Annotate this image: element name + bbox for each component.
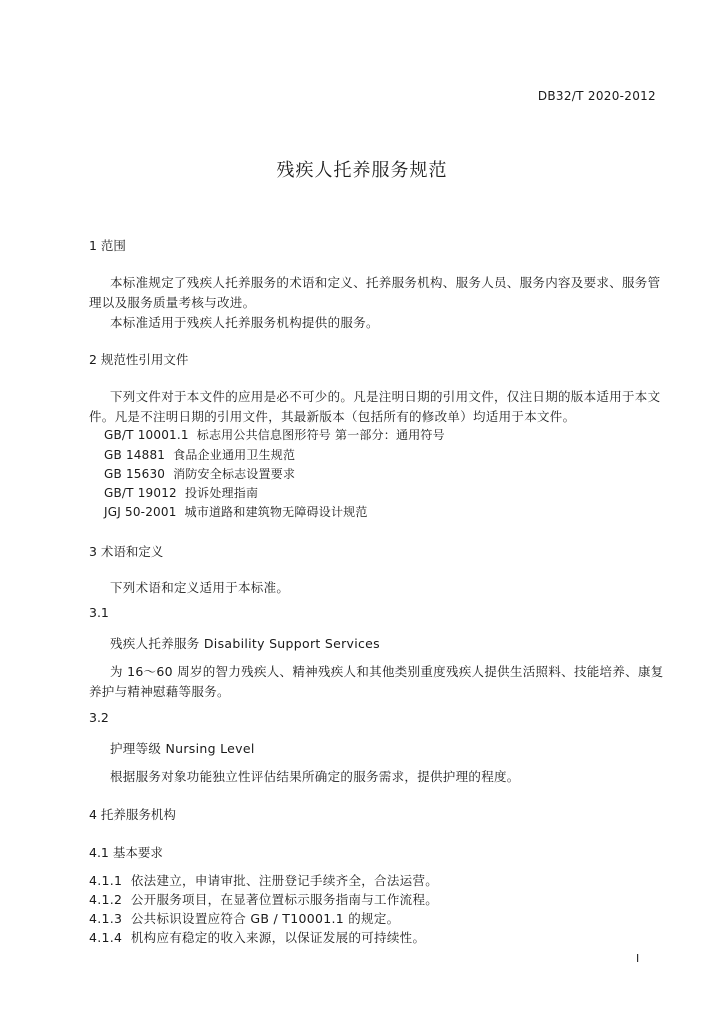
- reference-title: 投诉处理指南: [184, 486, 259, 500]
- section-2-paragraph-line2: 件。凡是不注明日期的引用文件，其最新版本（包括所有的修改单）均适用于本文件。: [89, 409, 576, 424]
- reference-title: 城市道路和建筑物无障碍设计规范: [184, 505, 368, 519]
- section-4-heading: 4 托养服务机构: [89, 807, 176, 822]
- reference-item: [104, 503, 368, 520]
- term-number: 3.1: [89, 605, 109, 620]
- term-title: 护理等级 Nursing Level: [110, 741, 255, 756]
- term-definition: 根据服务对象功能独立性评估结果所确定的服务需求，提供护理的程度。: [110, 769, 520, 784]
- clause-text: 公开服务项目，在显著位置标示服务指南与工作流程。: [130, 892, 439, 907]
- document-code: DB32/T 2020-2012: [537, 89, 656, 103]
- clause-item: [89, 890, 438, 908]
- reference-code: GB/T 19012: [104, 486, 177, 500]
- clause-text: 依法建立，申请审批、注册登记手续齐全，合法运营。: [130, 873, 439, 888]
- section-1-heading: 1 范围: [89, 238, 126, 253]
- clause-number: 4.1.4: [89, 930, 123, 945]
- reference-code: GB 15630: [104, 467, 166, 481]
- clause-item: [89, 909, 399, 927]
- reference-item: [104, 446, 295, 463]
- page-title: 残疾人托养服务规范: [276, 160, 448, 181]
- reference-title: 标志用公共信息图形符号 第一部分：通用符号: [196, 428, 445, 442]
- term-title: 残疾人托养服务 Disability Support Services: [110, 636, 380, 651]
- section-3-heading: 3 术语和定义: [89, 544, 164, 559]
- reference-item: [104, 484, 258, 501]
- clause-item: [89, 871, 438, 889]
- section-1-scope-paragraph: 本标准适用于残疾人托养服务机构提供的服务。: [110, 315, 379, 330]
- clause-number: 4.1.1: [89, 873, 123, 888]
- clause-item: [89, 928, 425, 946]
- reference-code: GB 14881: [104, 448, 166, 462]
- section-1-paragraph-line2: 理以及服务质量考核与改进。: [89, 295, 256, 310]
- section-2-paragraph-line1: 下列文件对于本文件的应用是必不可少的。凡是注明日期的引用文件，仅注日期的版本适用于本文: [110, 389, 661, 404]
- page-number: I: [636, 952, 640, 965]
- reference-title: 消防安全标志设置要求: [173, 467, 296, 481]
- clause-number: 4.1.3: [89, 911, 123, 926]
- subsection-heading: 4.1 基本要求: [89, 845, 163, 860]
- clause-text: 公共标识设置应符合 GB / T10001.1 的规定。: [130, 911, 400, 926]
- term-definition-line1: 为 16～60 周岁的智力残疾人、精神残疾人和其他类别重度残疾人提供生活照料、技能培养、康复: [110, 664, 664, 679]
- reference-code: JGJ 50-2001: [104, 505, 177, 519]
- clause-text: 机构应有稳定的收入来源，以保证发展的可持续性。: [130, 930, 426, 945]
- section-3-intro: 下列术语和定义适用于本标准。: [110, 580, 290, 595]
- section-1-paragraph-line1: 本标准规定了残疾人托养服务的术语和定义、托养服务机构、服务人员、服务内容及要求、服务管: [110, 275, 661, 290]
- term-number: 3.2: [89, 710, 109, 725]
- reference-item: [104, 465, 295, 482]
- clause-number: 4.1.2: [89, 892, 123, 907]
- section-2-heading: 2 规范性引用文件: [89, 352, 189, 367]
- reference-code: GB/T 10001.1: [104, 428, 189, 442]
- term-definition-line2: 养护与精神慰藉等服务。: [89, 684, 230, 699]
- reference-title: 食品企业通用卫生规范: [173, 448, 296, 462]
- reference-item: [104, 426, 445, 443]
